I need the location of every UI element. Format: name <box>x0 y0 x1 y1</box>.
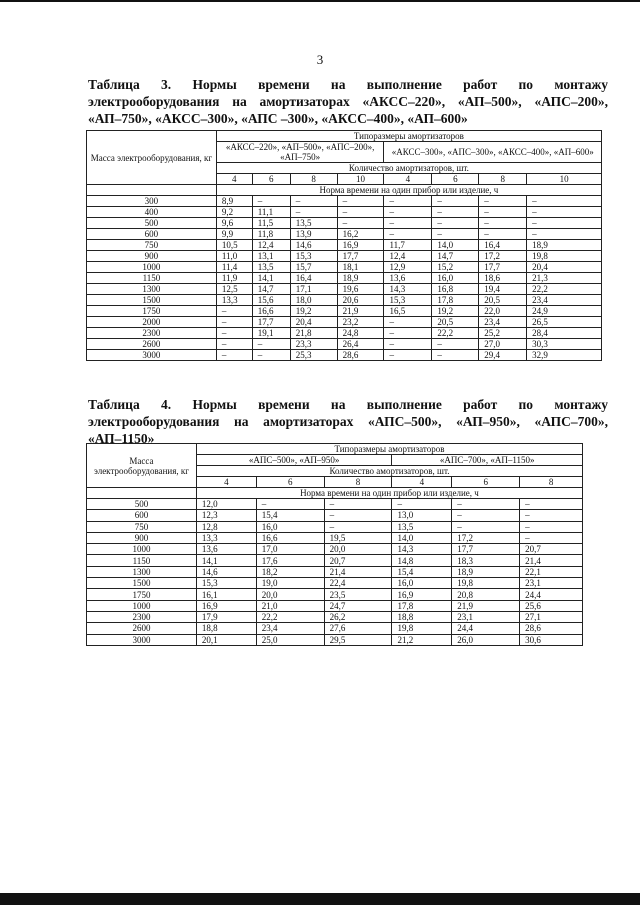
norm-value-cell: 12,4 <box>384 251 432 262</box>
count-cell: 8 <box>290 174 337 185</box>
norm-value-cell: 29,4 <box>479 350 527 361</box>
table3-body <box>87 131 602 361</box>
mass-cell: 1150 <box>87 555 197 566</box>
norm-value-cell: 23,3 <box>290 339 337 350</box>
norm-value-cell: – <box>252 196 290 207</box>
mass-cell: 750 <box>87 240 217 251</box>
norm-value-cell: – <box>384 339 432 350</box>
caption-line: «АП–750», «АКСС–300», «АПС –300», «АКСС–400», «АП–600» <box>88 111 468 126</box>
norm-value-cell: 13,5 <box>252 262 290 273</box>
norm-value-cell: 16,9 <box>337 240 384 251</box>
count-cell: 4 <box>196 477 256 488</box>
norm-value-cell: 29,5 <box>324 634 392 645</box>
norm-value-cell: – <box>384 207 432 218</box>
group2-header: «АКСС–300», «АПС–300», «АКСС–400», «АП–600» <box>384 142 602 163</box>
norm-value-cell: 30,6 <box>520 634 583 645</box>
norm-value-cell: – <box>520 521 583 532</box>
norm-value-cell: 18,3 <box>452 555 520 566</box>
table-row <box>87 611 583 622</box>
norm-value-cell: – <box>392 499 452 510</box>
page-number: 3 <box>316 52 324 67</box>
norm-value-cell: – <box>432 339 479 350</box>
norm-value-cell: – <box>452 521 520 532</box>
norm-value-cell: 18,8 <box>392 611 452 622</box>
table-row <box>87 218 602 229</box>
norm-value-cell: – <box>432 196 479 207</box>
norm-value-cell: 20,7 <box>324 555 392 566</box>
caption-line: электрооборудования на амортизаторах «АКСС–220», «АП–500», «АПС–200», <box>88 94 608 109</box>
norm-value-cell: 20,4 <box>290 317 337 328</box>
norm-value-cell: 20,0 <box>324 544 392 555</box>
mass-cell: 1000 <box>87 600 197 611</box>
norm-value-cell: 17,0 <box>256 544 324 555</box>
caption-line: электрооборудования на амортизаторах «АПС–500», «АП–950», «АПС–700», <box>88 414 608 429</box>
table-row <box>87 339 602 350</box>
norm-value-cell: – <box>216 328 252 339</box>
count-cell: 8 <box>479 174 527 185</box>
norm-value-cell: 21,0 <box>256 600 324 611</box>
table4-caption <box>88 396 608 447</box>
norm-value-cell: 19,8 <box>392 623 452 634</box>
caption-line: «АП–1150» <box>88 431 155 446</box>
norm-value-cell: 18,6 <box>479 273 527 284</box>
norm-value-cell: 27,1 <box>520 611 583 622</box>
norm-value-cell: 15,3 <box>290 251 337 262</box>
norm-value-cell: 12,5 <box>216 284 252 295</box>
norm-value-cell: 14,8 <box>392 555 452 566</box>
caption-line: Таблица 4. Нормы времени на выполнение работ по монтажу <box>88 397 608 412</box>
norm-value-cell: 19,4 <box>479 284 527 295</box>
norm-value-cell: – <box>479 229 527 240</box>
mass-cell: 600 <box>87 510 197 521</box>
mass-cell: 400 <box>87 207 217 218</box>
norm-value-cell: 17,2 <box>479 251 527 262</box>
norm-value-cell: – <box>252 339 290 350</box>
norm-value-cell: 15,6 <box>252 295 290 306</box>
norm-value-cell: 9,6 <box>216 218 252 229</box>
norm-value-cell: 20,1 <box>196 634 256 645</box>
norm-value-cell: 14,7 <box>252 284 290 295</box>
norm-value-cell: 20,5 <box>479 295 527 306</box>
table-row <box>87 284 602 295</box>
norm-value-cell: 18,9 <box>527 240 602 251</box>
mass-cell: 2600 <box>87 339 217 350</box>
count-header: Количество амортизаторов, шт. <box>196 466 582 477</box>
norm-value-cell: 24,8 <box>337 328 384 339</box>
mass-cell: 1300 <box>87 566 197 577</box>
norm-value-cell: 19,0 <box>256 578 324 589</box>
norm-value-cell: 27,0 <box>479 339 527 350</box>
table-row <box>87 196 602 207</box>
norm-value-cell: 18,9 <box>452 566 520 577</box>
group2-header: «АПС–700», «АП–1150» <box>392 455 583 466</box>
norm-value-cell: 24,4 <box>452 623 520 634</box>
norm-value-cell: 17,6 <box>256 555 324 566</box>
table-row <box>87 262 602 273</box>
norm-value-cell: – <box>256 499 324 510</box>
norm-value-cell: 16,9 <box>392 589 452 600</box>
norm-value-cell: 21,9 <box>337 306 384 317</box>
norm-value-cell: 16,0 <box>392 578 452 589</box>
norm-value-cell: 21,4 <box>520 555 583 566</box>
norm-value-cell: 16,5 <box>384 306 432 317</box>
norm-value-cell: 8,9 <box>216 196 252 207</box>
norm-value-cell: 24,7 <box>324 600 392 611</box>
norm-value-cell: – <box>384 229 432 240</box>
norm-value-cell: – <box>324 499 392 510</box>
norm-value-cell: 13,0 <box>392 510 452 521</box>
mass-cell: 1500 <box>87 295 217 306</box>
norm-value-cell: 19,8 <box>527 251 602 262</box>
norm-value-cell: 16,0 <box>256 521 324 532</box>
count-cell: 4 <box>392 477 452 488</box>
norm-value-cell: 18,2 <box>256 566 324 577</box>
norm-value-cell: 17,7 <box>337 251 384 262</box>
norm-value-cell: 11,0 <box>216 251 252 262</box>
norm-value-cell: 17,2 <box>452 532 520 543</box>
norm-value-cell: – <box>479 207 527 218</box>
norm-value-cell: – <box>216 350 252 361</box>
norm-value-cell: 22,2 <box>527 284 602 295</box>
norm-value-cell: 21,8 <box>290 328 337 339</box>
norm-value-cell: – <box>527 229 602 240</box>
norm-value-cell: 13,5 <box>392 521 452 532</box>
norm-value-cell: – <box>384 328 432 339</box>
table-row <box>87 207 602 218</box>
table-row <box>87 251 602 262</box>
table-row <box>87 521 583 532</box>
mass-header: Масса электрооборудования, кг <box>87 444 197 488</box>
norm-value-cell: 13,3 <box>196 532 256 543</box>
mass-cell: 300 <box>87 196 217 207</box>
norm-value-cell: – <box>432 350 479 361</box>
table-row <box>87 273 602 284</box>
table-row <box>87 566 583 577</box>
norm-value-cell: 13,9 <box>290 229 337 240</box>
table-row <box>87 240 602 251</box>
norm-value-cell: – <box>324 521 392 532</box>
norm-value-cell: 16,4 <box>290 273 337 284</box>
norm-value-cell: – <box>527 207 602 218</box>
norm-value-cell: 13,6 <box>384 273 432 284</box>
norm-value-cell: 9,2 <box>216 207 252 218</box>
norm-value-cell: 26,4 <box>337 339 384 350</box>
norm-value-cell: – <box>384 350 432 361</box>
norm-value-cell: 19,6 <box>337 284 384 295</box>
norm-value-cell: 21,4 <box>324 566 392 577</box>
norm-value-cell: 15,7 <box>290 262 337 273</box>
mass-cell: 500 <box>87 218 217 229</box>
norm-value-cell: 15,3 <box>384 295 432 306</box>
norm-value-cell: 14,0 <box>392 532 452 543</box>
norm-value-cell: – <box>452 499 520 510</box>
norm-value-cell: 16,6 <box>256 532 324 543</box>
norm-value-cell: 24,9 <box>527 306 602 317</box>
count-cell: 4 <box>216 174 252 185</box>
norm-value-cell: – <box>520 532 583 543</box>
norm-value-cell: 11,8 <box>252 229 290 240</box>
norm-value-cell: 16,8 <box>432 284 479 295</box>
norm-value-cell: 20,8 <box>452 589 520 600</box>
norm-value-cell: 28,6 <box>520 623 583 634</box>
norm-value-cell: – <box>432 207 479 218</box>
norm-value-cell: 15,4 <box>392 566 452 577</box>
count-header: Количество амортизаторов, шт. <box>216 163 601 174</box>
norm-value-cell: – <box>527 218 602 229</box>
norm-value-cell: – <box>290 196 337 207</box>
count-cell: 6 <box>432 174 479 185</box>
mass-cell: 2000 <box>87 317 217 328</box>
norm-value-cell: 14,1 <box>196 555 256 566</box>
table-row <box>87 499 583 510</box>
table-row <box>87 623 583 634</box>
norm-value-cell: 17,9 <box>196 611 256 622</box>
norm-value-cell: 28,4 <box>527 328 602 339</box>
norm-value-cell: 22,0 <box>479 306 527 317</box>
table-row <box>87 510 583 521</box>
mass-cell: 1500 <box>87 578 197 589</box>
mass-cell: 3000 <box>87 350 217 361</box>
count-cell: 8 <box>520 477 583 488</box>
norm-value-cell: – <box>337 196 384 207</box>
norm-value-cell: 25,0 <box>256 634 324 645</box>
norm-value-cell: 30,3 <box>527 339 602 350</box>
norm-value-cell: 23,1 <box>452 611 520 622</box>
count-cell: 10 <box>337 174 384 185</box>
norm-value-cell: 13,3 <box>216 295 252 306</box>
table-row <box>87 555 583 566</box>
norm-value-cell: 19,8 <box>452 578 520 589</box>
count-cell: 4 <box>384 174 432 185</box>
norm-value-cell: 20,4 <box>527 262 602 273</box>
norm-value-cell: 23,4 <box>256 623 324 634</box>
norm-value-cell: – <box>384 317 432 328</box>
table-row <box>87 634 583 645</box>
norm-value-cell: 17,7 <box>479 262 527 273</box>
types-header: Типоразмеры амортизаторов <box>216 131 601 142</box>
norm-value-cell: – <box>384 196 432 207</box>
norm-value-cell: 11,1 <box>252 207 290 218</box>
table-row <box>87 544 583 555</box>
norm-value-cell: 23,4 <box>527 295 602 306</box>
norm-value-cell: 22,2 <box>432 328 479 339</box>
mass-cell: 1300 <box>87 284 217 295</box>
norm-value-cell: 17,8 <box>392 600 452 611</box>
norm-value-cell: 23,5 <box>324 589 392 600</box>
group1-header: «АКСС–220», «АП–500», «АПС–200», «АП–750» <box>216 142 384 163</box>
norm-value-cell: 26,0 <box>452 634 520 645</box>
mass-cell: 750 <box>87 521 197 532</box>
blank-cell <box>87 185 217 196</box>
norm-value-cell: 19,2 <box>290 306 337 317</box>
table-row <box>87 578 583 589</box>
count-cell: 10 <box>527 174 602 185</box>
norm-value-cell: – <box>520 510 583 521</box>
norm-value-cell: – <box>252 350 290 361</box>
norm-value-cell: – <box>479 196 527 207</box>
norm-value-cell: 14,3 <box>384 284 432 295</box>
norm-header: Норма времени на один прибор или изделие, ч <box>196 488 582 499</box>
count-cell: 8 <box>324 477 392 488</box>
norm-value-cell: 25,3 <box>290 350 337 361</box>
norm-value-cell: 14,1 <box>252 273 290 284</box>
table4 <box>86 443 583 646</box>
norm-value-cell: 16,2 <box>337 229 384 240</box>
mass-cell: 900 <box>87 532 197 543</box>
norm-value-cell: 24,4 <box>520 589 583 600</box>
norm-value-cell: 12,9 <box>384 262 432 273</box>
norm-value-cell: 12,4 <box>252 240 290 251</box>
table-row <box>87 600 583 611</box>
norm-value-cell: 17,1 <box>290 284 337 295</box>
norm-value-cell: 22,1 <box>520 566 583 577</box>
mass-header: Масса электрооборудования, кг <box>87 131 217 185</box>
norm-value-cell: 14,7 <box>432 251 479 262</box>
norm-value-cell: – <box>216 317 252 328</box>
norm-value-cell: 21,2 <box>392 634 452 645</box>
mass-cell: 3000 <box>87 634 197 645</box>
mass-cell: 1000 <box>87 262 217 273</box>
norm-value-cell: 21,3 <box>527 273 602 284</box>
norm-value-cell: 16,6 <box>252 306 290 317</box>
norm-value-cell: 14,3 <box>392 544 452 555</box>
norm-value-cell: 16,0 <box>432 273 479 284</box>
mass-cell: 2300 <box>87 611 197 622</box>
norm-value-cell: 9,9 <box>216 229 252 240</box>
norm-value-cell: 12,8 <box>196 521 256 532</box>
norm-value-cell: 14,6 <box>196 566 256 577</box>
mass-cell: 1750 <box>87 589 197 600</box>
norm-value-cell: 18,1 <box>337 262 384 273</box>
norm-value-cell: 23,2 <box>337 317 384 328</box>
norm-value-cell: 28,6 <box>337 350 384 361</box>
table-row <box>87 532 583 543</box>
table3-caption <box>88 76 608 127</box>
mass-cell: 600 <box>87 229 217 240</box>
norm-value-cell: 22,2 <box>256 611 324 622</box>
norm-value-cell: – <box>384 218 432 229</box>
norm-value-cell: 22,4 <box>324 578 392 589</box>
table-row <box>87 328 602 339</box>
norm-value-cell: 23,1 <box>520 578 583 589</box>
count-cell: 6 <box>252 174 290 185</box>
norm-value-cell: – <box>527 196 602 207</box>
norm-value-cell: 15,4 <box>256 510 324 521</box>
norm-value-cell: – <box>452 510 520 521</box>
norm-value-cell: 19,2 <box>432 306 479 317</box>
count-cell: 6 <box>452 477 520 488</box>
mass-cell: 1000 <box>87 544 197 555</box>
mass-cell: 2300 <box>87 328 217 339</box>
blank-cell <box>87 488 197 499</box>
count-cell: 6 <box>256 477 324 488</box>
mass-cell: 1150 <box>87 273 217 284</box>
types-header: Типоразмеры амортизаторов <box>196 444 582 455</box>
mass-cell: 500 <box>87 499 197 510</box>
table-row <box>87 306 602 317</box>
group1-header: «АПС–500», «АП–950» <box>196 455 392 466</box>
norm-value-cell: – <box>324 510 392 521</box>
norm-value-cell: 17,8 <box>432 295 479 306</box>
norm-value-cell: 11,4 <box>216 262 252 273</box>
norm-value-cell: 16,1 <box>196 589 256 600</box>
norm-value-cell: 21,9 <box>452 600 520 611</box>
norm-value-cell: 15,2 <box>432 262 479 273</box>
norm-value-cell: 14,0 <box>432 240 479 251</box>
norm-value-cell: – <box>432 218 479 229</box>
norm-value-cell: 11,9 <box>216 273 252 284</box>
norm-value-cell: 18,0 <box>290 295 337 306</box>
norm-value-cell: – <box>290 207 337 218</box>
norm-value-cell: 19,1 <box>252 328 290 339</box>
norm-value-cell: 20,6 <box>337 295 384 306</box>
norm-value-cell: – <box>479 218 527 229</box>
norm-value-cell: 32,9 <box>527 350 602 361</box>
norm-value-cell: – <box>337 207 384 218</box>
norm-value-cell: 14,6 <box>290 240 337 251</box>
scan-bottom-edge <box>0 893 640 905</box>
table3 <box>86 130 602 361</box>
norm-value-cell: 26,2 <box>324 611 392 622</box>
norm-value-cell: 26,5 <box>527 317 602 328</box>
norm-value-cell: 13,5 <box>290 218 337 229</box>
norm-value-cell: 20,0 <box>256 589 324 600</box>
scan-top-edge <box>0 0 640 2</box>
norm-value-cell: 25,2 <box>479 328 527 339</box>
norm-value-cell: 19,5 <box>324 532 392 543</box>
norm-value-cell: – <box>216 306 252 317</box>
table4-body <box>87 444 583 646</box>
norm-value-cell: 10,5 <box>216 240 252 251</box>
norm-value-cell: 27,6 <box>324 623 392 634</box>
table-row <box>87 317 602 328</box>
table-row <box>87 229 602 240</box>
norm-value-cell: 16,4 <box>479 240 527 251</box>
norm-value-cell: 12,3 <box>196 510 256 521</box>
norm-value-cell: 15,3 <box>196 578 256 589</box>
norm-value-cell: – <box>432 229 479 240</box>
norm-value-cell: – <box>520 499 583 510</box>
mass-cell: 1750 <box>87 306 217 317</box>
norm-value-cell: 18,8 <box>196 623 256 634</box>
table-row <box>87 589 583 600</box>
table-row <box>87 295 602 306</box>
norm-value-cell: 12,0 <box>196 499 256 510</box>
mass-cell: 2600 <box>87 623 197 634</box>
norm-header: Норма времени на один прибор или изделие, ч <box>216 185 601 196</box>
norm-value-cell: 25,6 <box>520 600 583 611</box>
norm-value-cell: – <box>337 218 384 229</box>
norm-value-cell: 16,9 <box>196 600 256 611</box>
caption-line: Таблица 3. Нормы времени на выполнение работ по монтажу <box>88 77 608 92</box>
norm-value-cell: 20,7 <box>520 544 583 555</box>
norm-value-cell: 13,1 <box>252 251 290 262</box>
norm-value-cell: 20,5 <box>432 317 479 328</box>
norm-value-cell: 17,7 <box>452 544 520 555</box>
norm-value-cell: 18,9 <box>337 273 384 284</box>
norm-value-cell: 23,4 <box>479 317 527 328</box>
norm-value-cell: 11,7 <box>384 240 432 251</box>
mass-cell: 900 <box>87 251 217 262</box>
norm-value-cell: – <box>216 339 252 350</box>
table-row <box>87 350 602 361</box>
norm-value-cell: 13,6 <box>196 544 256 555</box>
norm-value-cell: 17,7 <box>252 317 290 328</box>
norm-value-cell: 11,5 <box>252 218 290 229</box>
